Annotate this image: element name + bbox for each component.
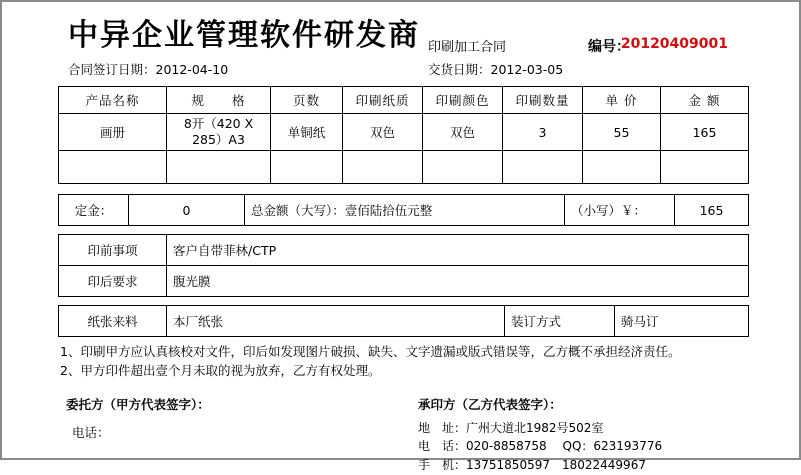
postpress-value: 腹光膜 [167,266,749,297]
document-header [58,10,748,58]
terms-section [58,343,748,381]
col-product-name: 产品名称 [59,87,167,114]
lower-amount-value: 165 [675,195,749,226]
prepress-value: 客户自带菲林/CTP [167,235,749,266]
cell-print-color: 双色 [423,114,503,151]
postpress-label: 印后要求 [59,266,167,297]
cell-print-qty: 3 [503,114,583,151]
lower-amount-label: （小写）￥： [565,195,675,226]
money-row-table [58,194,749,226]
contract-number-value: 20120409001 [620,36,728,52]
contract-number-label: 编号： [588,39,630,55]
prepress-label: 印前事项 [59,235,167,266]
printer-address: 地 址：广州大道北1982号502室 [418,420,604,435]
document-subtitle: 印刷加工合同 [428,40,507,55]
client-signature-label: 委托方（甲方代表签字）： [66,396,210,412]
term-line-1: 1、印刷甲方应认真核校对文件，印后如发现图片破损、缺失、文字遗漏或版式错误等，乙方概不承担经济责任。 [60,344,681,359]
total-amount-value: 壹佰陆拾伍元整 [344,203,433,218]
table-row [59,114,749,151]
cell-unit-price [583,151,661,184]
cell-unit-price: 55 [583,114,661,151]
deposit-value: 0 [129,195,245,226]
col-pages: 页数 [271,87,343,114]
col-print-color: 印刷颜色 [423,87,503,114]
col-amount: 金 额 [661,87,749,114]
cell-pages [271,151,343,184]
document-body [58,10,748,475]
deposit-label: 定金： [59,195,129,226]
cell-paper-quality: 双色 [343,114,423,151]
cell-amount [661,151,749,184]
cell-print-qty [503,151,583,184]
cell-pages: 单铜纸 [271,114,343,151]
postpress-row [59,266,749,297]
cell-product-name: 画册 [59,114,167,151]
table-header-row [59,87,749,114]
cell-spec [167,151,271,184]
signature-section [58,395,748,475]
dates-row [58,60,748,82]
delivery-date: 交货日期：2012-03-05 [428,62,564,77]
printer-mobile: 手 机：13751850597 18022449967 [418,457,646,472]
total-amount-words [245,195,565,226]
money-row [59,195,749,226]
cell-amount: 165 [661,114,749,151]
paper-source-row [59,306,749,337]
prepress-row [59,235,749,266]
paper-source-label: 纸张来料 [59,306,167,337]
total-amount-label: 总金额（大写）： [251,203,345,218]
printer-signature-label: 承印方（乙方代表签字）： [418,396,562,412]
items-table [58,86,749,184]
col-unit-price: 单 价 [583,87,661,114]
paper-source-value: 本厂纸张 [167,306,505,337]
notes-table [58,234,749,297]
cell-print-color [423,151,503,184]
paper-source-table [58,305,749,337]
company-title: 中异企业管理软件研发商 [68,18,420,53]
binding-method-label: 装订方式 [505,306,615,337]
col-paper-quality: 印刷纸质 [343,87,423,114]
client-phone-label: 电话： [72,424,110,440]
printer-contact-block [418,419,662,475]
cell-spec: 8开（420 X 285）A3 [167,114,271,151]
cell-product-name [59,151,167,184]
col-print-qty: 印刷数量 [503,87,583,114]
col-spec: 规 格 [167,87,271,114]
term-line-2: 2、甲方印件超出壹个月未取的视为放弃，乙方有权处理。 [60,362,381,378]
table-row [59,151,749,184]
printer-telephone: 电 话：020-8858758 QQ：623193776 [418,439,663,454]
binding-method-value: 骑马订 [615,306,749,337]
cell-paper-quality [343,151,423,184]
sign-date: 合同签订日期：2012-04-10 [68,62,229,77]
